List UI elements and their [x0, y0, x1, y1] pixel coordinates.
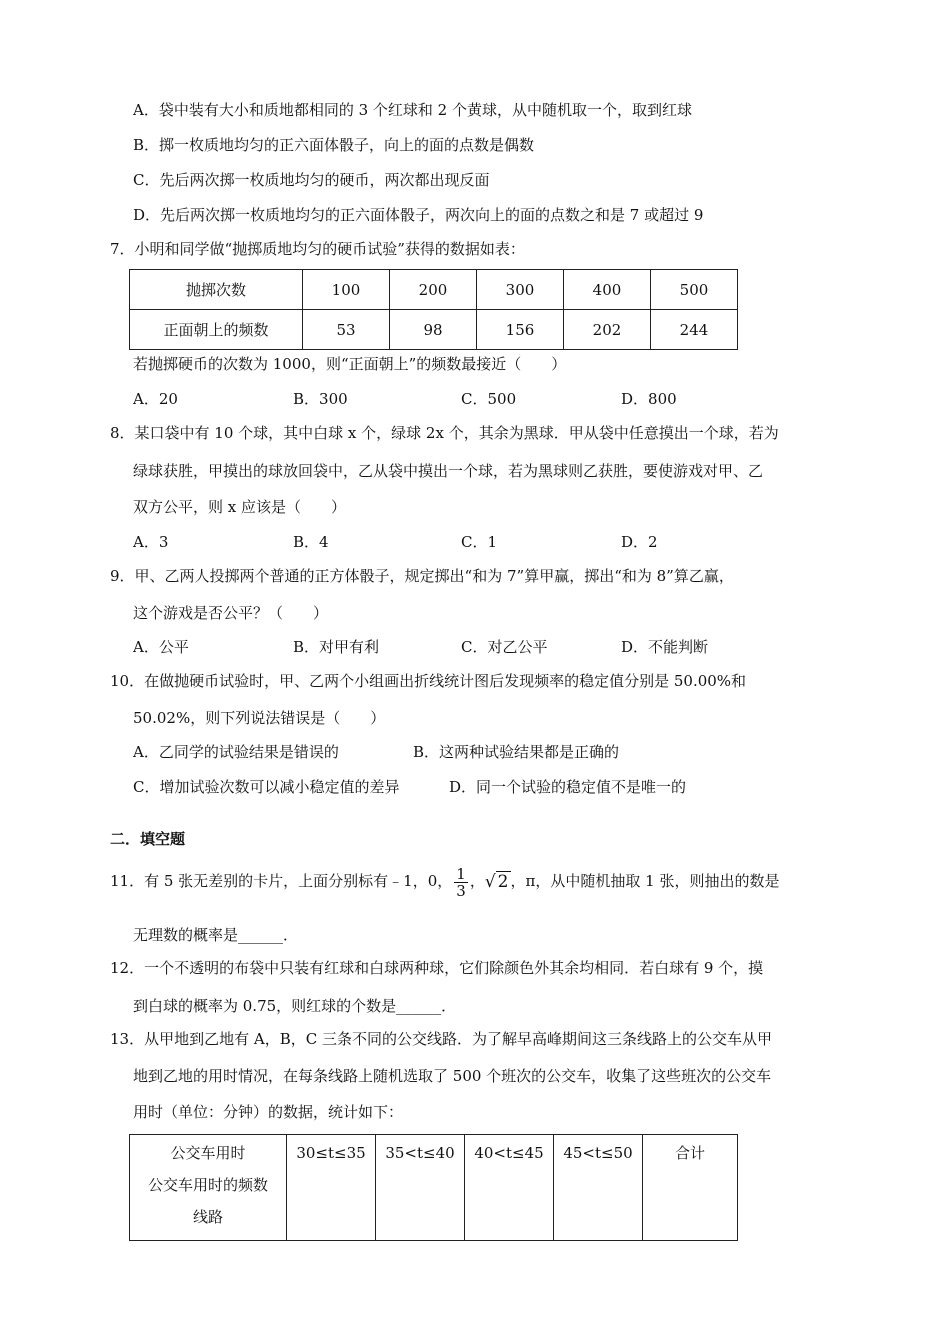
q6-option-d: D．先后两次掷一枚质地均匀的正六面体骰子，两次向上的面的点数之和是 7 或超过 9 — [133, 206, 704, 224]
q13-table-row — [130, 1135, 738, 1241]
q11-line1 — [110, 862, 779, 901]
q7-cell: 300 — [477, 270, 564, 310]
q8-option-d: D．2 — [621, 533, 658, 551]
q7-table-row — [130, 270, 738, 310]
q8-option-c: C．1 — [461, 533, 498, 551]
q7-option-c: C．500 — [461, 390, 517, 408]
q8-option-a: A．3 — [133, 533, 169, 551]
fraction-numerator: 1 — [456, 864, 466, 883]
q7-cell: 98 — [390, 310, 477, 350]
q6-option-b: B．掷一枚质地均匀的正六面体骰子，向上的面的点数是偶数 — [133, 136, 535, 154]
sqrt-radicand: 2 — [497, 872, 509, 892]
q11-text-post: ，π，从中随机抽取 1 张，则抽出的数是 — [510, 872, 780, 890]
q12-line1: 12．一个不透明的布袋中只装有红球和白球两种球，它们除颜色外其余均相同．若白球有 9 个，摸 — [110, 959, 764, 977]
q7-option-b: B．300 — [293, 390, 348, 408]
q11-text-pre: 11．有 5 张无差别的卡片，上面分别标有﹣1，0， — [110, 872, 453, 890]
q10-option-a: A．乙同学的试验结果是错误的 — [133, 743, 339, 761]
q8-line3: 双方公平，则 x 应该是（ ） — [133, 498, 346, 516]
q12-line2: 到白球的概率为 0.75，则红球的个数是______． — [133, 997, 457, 1015]
q7-cell: 202 — [564, 310, 651, 350]
q9-option-b: B．对甲有利 — [293, 638, 380, 656]
fraction — [454, 866, 468, 899]
square-root — [485, 863, 511, 901]
q13-col-header: 40<t≤45 — [465, 1135, 554, 1241]
q7-table-row — [130, 310, 738, 350]
q9-option-d: D．不能判断 — [621, 638, 709, 656]
q7-cell: 156 — [477, 310, 564, 350]
q9-option-c: C．对乙公平 — [461, 638, 548, 656]
q13-line1: 13．从甲地到乙地有 A，B，C 三条不同的公交线路．为了解早高峰期间这三条线路上的公交车从甲 — [110, 1030, 772, 1048]
q13-table — [129, 1134, 738, 1241]
q9-line1: 9．甲、乙两人投掷两个普通的正方体骰子，规定掷出“和为 7”算甲赢，掷出“和为 8”算乙赢， — [110, 567, 734, 585]
q7-cell: 100 — [303, 270, 390, 310]
q13-line3: 用时（单位：分钟）的数据，统计如下： — [133, 1103, 404, 1121]
sqrt-symbol: √ — [484, 872, 496, 892]
q10-option-d: D．同一个试验的稳定值不是唯一的 — [449, 778, 687, 796]
q7-cell: 200 — [390, 270, 477, 310]
q8-option-b: B．4 — [293, 533, 329, 551]
q7-cell: 500 — [651, 270, 738, 310]
q7-cell: 244 — [651, 310, 738, 350]
q9-line2: 这个游戏是否公平？（ ） — [133, 604, 329, 622]
q8-line1: 8．某口袋中有 10 个球，其中白球 x 个，绿球 2x 个，其余为黑球．甲从袋中任意摸出一个球，若为 — [110, 424, 779, 442]
q7-option-a: A．20 — [133, 390, 178, 408]
q9-option-a: A．公平 — [133, 638, 189, 656]
q7-row2-header: 正面朝上的频数 — [130, 310, 303, 350]
q10-line2: 50.02%，则下列说法错误是（ ） — [133, 709, 386, 727]
q13-col-header: 45<t≤50 — [554, 1135, 643, 1241]
q13-col-header: 合计 — [643, 1135, 738, 1241]
q13-col-header: 35<t≤40 — [376, 1135, 465, 1241]
q8-line2: 绿球获胜，甲摸出的球放回袋中，乙从袋中摸出一个球，若为黑球则乙获胜，要使游戏对甲、乙 — [133, 462, 764, 480]
q13-corner-line: 线路 — [192, 1208, 223, 1226]
q6-option-a: A．袋中装有大小和质地都相同的 3 个红球和 2 个黄球，从中随机取一个，取到红球 — [133, 101, 692, 119]
q13-corner-line: 公交车用时 — [170, 1144, 246, 1162]
q7-row1-header: 抛掷次数 — [130, 270, 303, 310]
q13-line2: 地到乙地的用时情况，在每条线路上随机选取了 500 个班次的公交车，收集了这些班次的公交车 — [133, 1067, 772, 1085]
q10-option-c: C．增加试验次数可以减小稳定值的差异 — [133, 778, 400, 796]
q11-line2: 无理数的概率是______． — [133, 926, 299, 944]
q7-table — [129, 269, 738, 350]
q7-cell: 400 — [564, 270, 651, 310]
q13-col-header: 30≤t≤35 — [287, 1135, 376, 1241]
fraction-denominator: 3 — [456, 881, 466, 900]
q10-line1: 10．在做抛硬币试验时，甲、乙两个小组画出折线统计图后发现频率的稳定值分别是 50.00%和 — [110, 672, 747, 690]
q13-corner-cell — [130, 1135, 287, 1241]
q7-question: 若抛掷硬币的次数为 1000，则“正面朝上”的频数最接近（ ） — [133, 355, 567, 373]
q10-option-b: B．这两种试验结果都是正确的 — [413, 743, 620, 761]
q11-separator: ， — [469, 872, 485, 890]
q7-option-d: D．800 — [621, 390, 677, 408]
q6-option-c: C．先后两次掷一枚质地均匀的硬币，两次都出现反面 — [133, 171, 490, 189]
q7-cell: 53 — [303, 310, 390, 350]
q7-stem: 7．小明和同学做“抛掷质地均匀的硬币试验”获得的数据如表： — [110, 240, 525, 258]
section-heading: 二．填空题 — [110, 830, 186, 848]
q13-corner-line: 公交车用时的频数 — [147, 1176, 268, 1194]
